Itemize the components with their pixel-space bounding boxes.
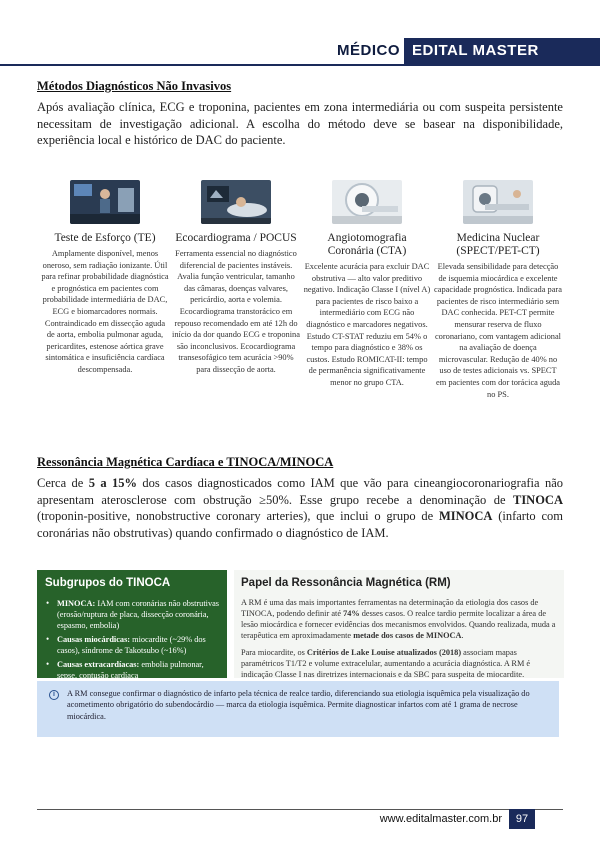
text-run: Cerca de: [37, 476, 89, 490]
text-run-bold: TINOCA: [512, 492, 563, 507]
text-run: Para miocardite, os: [241, 648, 307, 657]
text-run: desses casos. O realce tardio permite localizar a área de lesão miocárdica e fornecer evidências dos mecanismos envolvidos. Quando realizada, muda a terapêutica em aproximadamente: [241, 609, 556, 640]
method-description: Elevada sensibilidade para detecção de isquemia miocárdica e excelente capacidade prognóstica. Indicada para pacientes de risco intermediário sem DAC conhecida. PET-CT permite mensurar reserva de fluxo coronariano, com vantagem adicional na avaliação de doença microvascular. Redução de 40% no uso de testes adicionais vs. SPECT em pacientes com dor torácica aguda no PS.: [434, 262, 562, 399]
rm-role-box: [234, 570, 564, 678]
text-run-bold: 74%: [343, 609, 360, 618]
method-title: Teste de Esforço (TE): [54, 232, 156, 244]
footer-url[interactable]: www.editalmaster.com.br: [379, 813, 502, 825]
rm-paragraph-2: [241, 647, 557, 680]
box-title: Subgrupos do TINOCA: [45, 577, 171, 589]
method-description: Amplamente disponível, menos oneroso, sem radiação ionizante. Útil para refinar probabilidade diagnóstica e prognóstica em pacientes com probabilidade intermediária de DAC, ECG e biomarcadores normais. Contraindicado em dissecção aguda de aorta, embolia pulmonar aguda, pericardites, estenose aórtica grave sintomática e insuficiência cardíaca descompensada.: [41, 249, 169, 374]
rm-paragraph-1: [241, 597, 557, 641]
intro-paragraph: Após avaliação clínica, ECG e troponina, pacientes em zona intermediária ou com suspeita persistente necessitam de investigação adicional. A escolha do método deve se basear na disponibilidade, experiência local e histórico de DAC do paciente.: [37, 100, 563, 147]
text-run-bold: metade dos casos de MINOCA: [353, 631, 462, 640]
method-echocardiogram: [172, 180, 300, 376]
method-description: Excelente acurácia para excluir DAC obstrutiva — alto valor preditivo negativo. Indicação Classe I (nível A) para pacientes de risco baixo a intermediário com ECG não diagnóstico e marcadores negativos. Estudo CT-STAT reduziu em 54% o tempo para diagnóstico e 38% os custos. Estudo ROMICAT-II: tempo de permanência significativamente menor no grupo CTA.: [303, 262, 431, 387]
info-text: A RM consegue confirmar o diagnóstico de infarto pela técnica de realce tardio, diferenciando sua etiologia isquêmica pela visualização do acometimento obrigatório do subendocárdio — marca da etiologia isquêmica. Permite diagnosticar infartos com até 1 grama de necrose miocárdica.: [67, 689, 530, 721]
header-divider: [0, 64, 600, 66]
info-icon: i: [49, 690, 59, 700]
item-label: Causas extracardíacas:: [57, 660, 140, 669]
list-item: [45, 634, 219, 656]
text-run-bold: 5 a 15%: [88, 476, 138, 490]
subgroup-list: [45, 598, 219, 681]
method-cta: [303, 180, 431, 389]
info-callout: [37, 681, 559, 737]
box-title: Papel da Ressonância Magnética (RM): [241, 577, 451, 589]
header-bar: [0, 38, 600, 64]
header-specialty: MÉDICO: [337, 42, 400, 59]
echocardiogram-photo: [201, 180, 271, 224]
text-run: associam mapas paramétricos T1/T2 e volume extracelular, aumentando a acurácia diagnóstica. A RM é indicação Classe I nas diretrizes internacionais e da SBC para suspeita de miocardite.: [241, 648, 531, 679]
text-run-bold: MINOCA: [438, 509, 493, 523]
list-item: [45, 598, 219, 631]
text-run: A RM é uma das mais importantes ferramentas na determinação da etiologia dos casos de TINOCA, podendo definir até: [241, 598, 539, 618]
tinoca-paragraph: [37, 475, 563, 541]
method-title: Ecocardiograma / POCUS: [175, 232, 297, 244]
header-brand: EDITAL MASTER: [404, 38, 600, 64]
stress-test-photo: [70, 180, 140, 224]
method-description: Ferramenta essencial no diagnóstico diferencial de pacientes instáveis. Avalia função ventricular, tamanho das câmaras, doenças valvares, pericárdio, aorta e volemia. Ecocardiograma transtorácico em repouso recomendado em até 12h do início da dor quando ECG e troponina são inconclusivos. Ecocardiograma transesofágico tem acurácia >90% para dissecção de aorta.: [172, 249, 300, 374]
method-stress-test: [41, 180, 169, 376]
method-nuclear: [434, 180, 562, 400]
item-text: miocardite (~29% dos casos), síndrome de Takotsubo (~16%): [57, 635, 206, 655]
page-number: 97: [509, 809, 535, 829]
item-label: MINOCA:: [57, 599, 96, 608]
footer-divider: [37, 809, 563, 810]
text-run-bold: Critérios de Lake Louise atualizados (2018): [306, 648, 462, 657]
section-title-rm-tinoca: Ressonância Magnética Cardíaca e TINOCA/MINOCA: [37, 455, 334, 469]
item-label: Causas miocárdicas:: [57, 635, 131, 644]
text-run: .: [461, 631, 464, 640]
method-title: Angiotomografia Coronária (CTA): [327, 232, 407, 257]
text-run: dos casos diagnosticados como IAM que vão para cineangiocoronariografia não apresentam aterosclerose com obstrução ≥50%. Esse grupo recebe a denominação de: [37, 476, 563, 507]
method-title: Medicina Nuclear (SPECT/PET-CT): [456, 232, 540, 257]
item-text: embolia pulmonar, sepse, contusão cardíaca: [57, 660, 204, 680]
ct-scanner-photo: [332, 180, 402, 224]
item-text: IAM com coronárias não obstrutivas (erosão/ruptura de placa, dissecção coronária, espasmo, embolia): [57, 599, 219, 630]
text-run: (troponin-positive, nonobstructive coronary arteries), que inclui o grupo de: [37, 509, 439, 523]
text-run: (infarto com coronárias não obstrutivas) quando confirmado o diagnóstico de IAM.: [37, 509, 563, 540]
section-title-non-invasive: Métodos Diagnósticos Não Invasivos: [37, 79, 232, 93]
nuclear-scanner-photo: [463, 180, 533, 224]
list-item: [45, 659, 219, 681]
tinoca-subgroups-box: [37, 570, 227, 678]
